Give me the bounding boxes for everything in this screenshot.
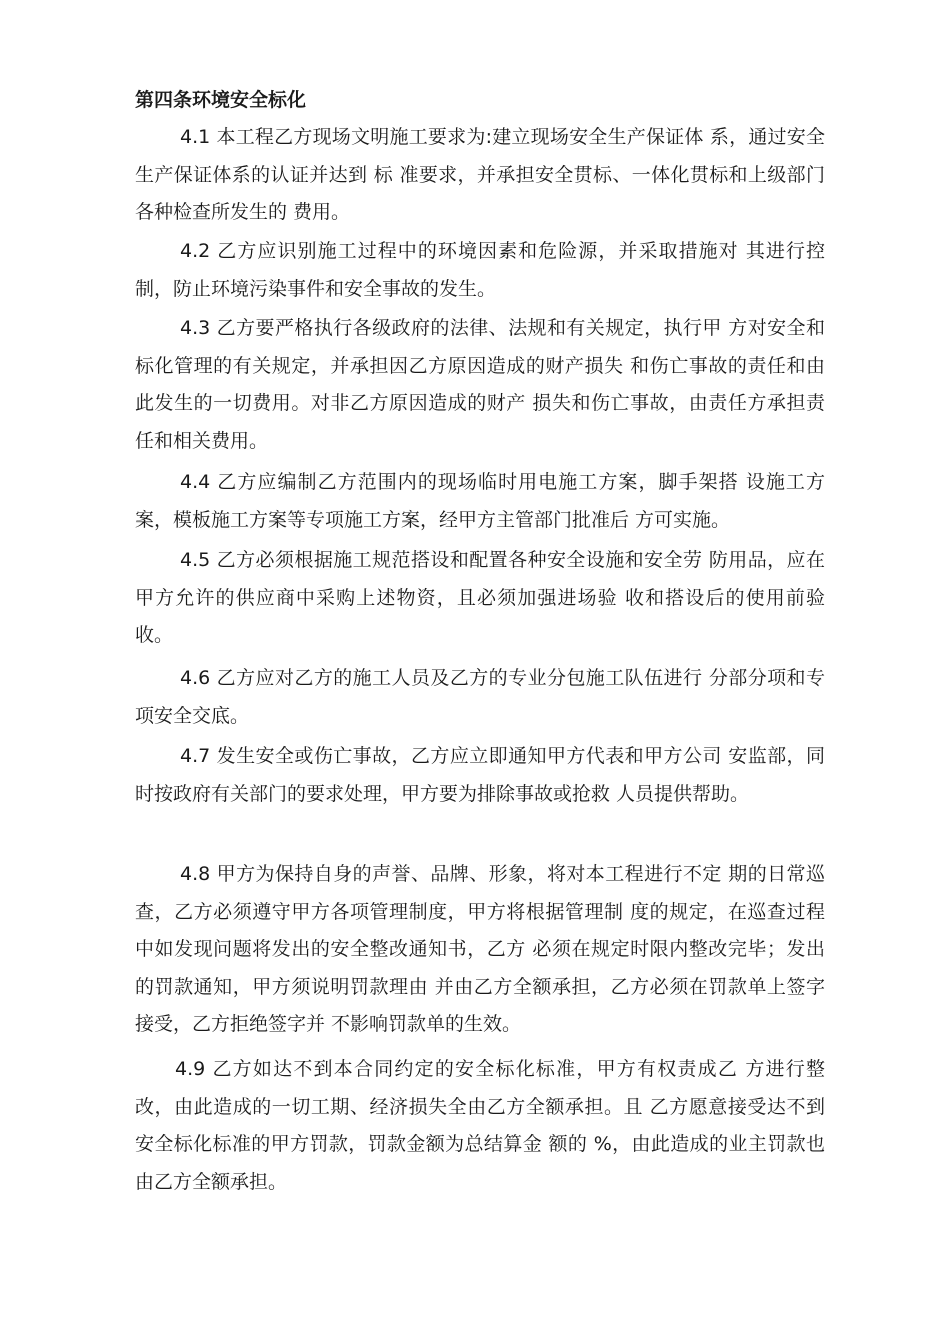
clause-4-6: 4.6 乙方应对乙方的施工人员及乙方的专业分包施工队伍进行 分部分项和专项安全交底。 (135, 667, 825, 727)
clause-4-7: 4.7 发生安全或伤亡事故，乙方应立即通知甲方代表和甲方公司 安监部，同时按政府有关部门的要求处理，甲方要为排除事故或抢救 人员提供帮助。 (135, 745, 825, 805)
clause-4-3: 4.3 乙方要严格执行各级政府的法律、法规和有关规定，执行甲 方对安全和标化管理的有关规定，并承担因乙方原因造成的财产损失 和伤亡事故的责任和由此发生的一切费用。对非乙方原因造成的财产 损失和伤亡事故，由责任方承担责任和相关费用。 (135, 317, 825, 452)
clause-4-5: 4.5 乙方必须根据施工规范搭设和配置各种安全设施和安全劳 防用品，应在甲方允许的供应商中采购上述物资，且必须加强进场验 收和搭设后的使用前验收。 (135, 549, 825, 646)
clause-4-8: 4.8 甲方为保持自身的声誉、品牌、形象，将对本工程进行不定 期的日常巡查，乙方必须遵守甲方各项管理制度，甲方将根据管理制 度的规定，在巡查过程中如发现问题将发出的安全整改通知书，乙方 必须在规定时限内整改完毕；发出的罚款通知，甲方须说明罚款理由 并由乙方全额承担，乙方必须在罚款单上签字接受，乙方拒绝签字并 不影响罚款单的生效。 (135, 863, 825, 1035)
clause-4-9: 4.9 乙方如达不到本合同约定的安全标化标准，甲方有权责成乙 方进行整改，由此造成的一切工期、经济损失全由乙方全额承担。且 乙方愿意接受达不到安全标化标准的甲方罚款，罚款金额为总结算金 额的 %，由此造成的业主罚款也由乙方全额承担。 (135, 1058, 825, 1193)
clause-4-2: 4.2 乙方应识别施工过程中的环境因素和危险源，并采取措施对 其进行控制，防止环境污染事件和安全事故的发生。 (135, 240, 825, 300)
clause-4-1: 4.1 本工程乙方现场文明施工要求为:建立现场安全生产保证体 系，通过安全生产保证体系的认证并达到 标 准要求，并承担安全贯标、一体化贯标和上级部门各种检查所发生的 费用。 (135, 126, 825, 223)
clause-4-4: 4.4 乙方应编制乙方范围内的现场临时用电施工方案，脚手架搭 设施工方案，模板施工方案等专项施工方案，经甲方主管部门批准后 方可实施。 (135, 471, 825, 531)
section-heading: 第四条环境安全标化 (135, 89, 307, 111)
